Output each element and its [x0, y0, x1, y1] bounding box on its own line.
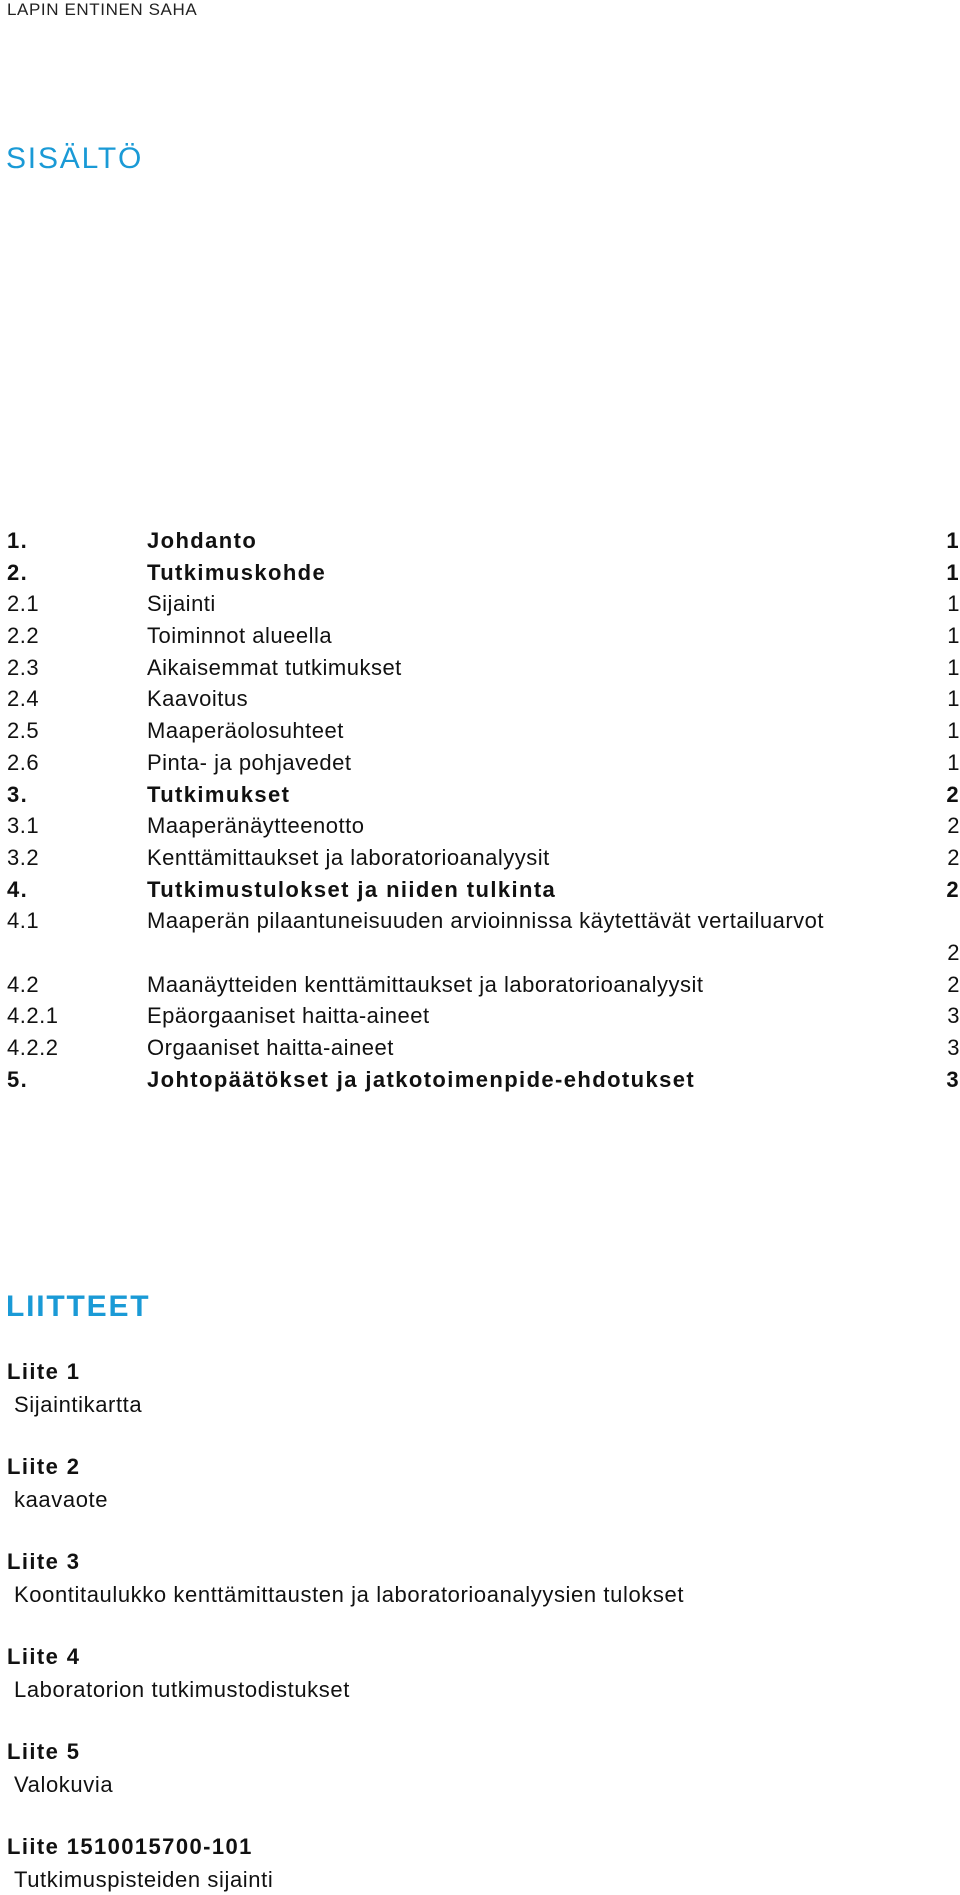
toc-entry-title: Maaperäolosuhteet: [147, 718, 344, 744]
toc-entry-title: Maaperänäytteenotto: [147, 813, 365, 839]
attachment-label: Liite 5: [7, 1739, 81, 1764]
toc-page-number: 2: [947, 813, 960, 839]
toc-number: 3.: [7, 781, 29, 807]
toc-entry-title: Kenttämittaukset ja laboratorioanalyysit: [147, 844, 550, 870]
toc-page-number: 1: [947, 591, 960, 617]
toc-page-number: 2: [947, 844, 960, 870]
toc-row[interactable]: [7, 842, 960, 874]
attachment-item[interactable]: [7, 1832, 947, 1895]
attachment-description: Koontitaulukko kenttämittausten ja laboratorioanalyysien tulokset: [14, 1582, 685, 1607]
toc-page-number: 1: [946, 559, 960, 585]
toc-number: 2.3: [7, 654, 40, 680]
toc-title: SISÄLTÖ: [6, 142, 144, 175]
toc-number: 4.: [7, 876, 29, 902]
toc-entry-title: Kaavoitus: [147, 686, 249, 712]
toc-entry-title: Sijainti: [147, 591, 216, 617]
attachment-description: Sijaintikartta: [14, 1392, 143, 1417]
attachment-label: Liite 2: [7, 1454, 81, 1479]
attachment-description: kaavaote: [14, 1487, 109, 1512]
document-header: LAPIN ENTINEN SAHA: [7, 0, 198, 19]
toc-row[interactable]: [7, 969, 960, 1001]
toc-number: 5.: [7, 1066, 29, 1092]
toc-page-number: 1: [946, 528, 960, 553]
attachment-item[interactable]: [7, 1642, 947, 1705]
toc-entry-title: Tutkimukset: [147, 781, 291, 807]
toc-entry-title: Toiminnot alueella: [147, 623, 333, 649]
toc-number: 4.1: [7, 908, 40, 934]
toc-row[interactable]: [7, 525, 960, 557]
attachment-description: Tutkimuspisteiden sijainti: [14, 1867, 274, 1892]
toc-page-number: 3: [947, 1003, 960, 1029]
attachment-item[interactable]: [7, 1547, 947, 1610]
attachment-label: Liite 4: [7, 1644, 81, 1669]
toc-entry-title: Epäorgaaniset haitta-aineet: [147, 1003, 430, 1029]
toc-row[interactable]: [7, 683, 960, 715]
toc-number: 2.5: [7, 718, 40, 744]
toc-page-number: 1: [947, 623, 960, 649]
toc-row[interactable]: [7, 905, 960, 968]
toc-number: 2.: [7, 559, 29, 585]
toc-number: 4.2.1: [7, 1003, 59, 1029]
toc-row[interactable]: [7, 810, 960, 842]
attachment-label: Liite 1510015700-101: [7, 1834, 253, 1859]
toc-page-number: 3: [946, 1066, 960, 1092]
toc-page-number: 2: [947, 971, 960, 997]
toc-entry-title: Johdanto: [147, 528, 258, 553]
toc-row[interactable]: [7, 747, 960, 779]
toc-row[interactable]: [7, 1000, 960, 1032]
toc-row[interactable]: [7, 779, 960, 811]
toc-page-number: 1: [947, 749, 960, 775]
attachment-description: Valokuvia: [14, 1772, 114, 1797]
attachment-label: Liite 3: [7, 1549, 81, 1574]
attachment-item[interactable]: [7, 1357, 947, 1420]
toc-entry-title: Tutkimustulokset ja niiden tulkinta: [147, 876, 557, 902]
toc-entry-title: Aikaisemmat tutkimukset: [147, 654, 402, 680]
toc-row[interactable]: [7, 557, 960, 589]
toc-row[interactable]: [7, 620, 960, 652]
toc-number: 3.2: [7, 844, 40, 870]
toc-page-number: 3: [947, 1035, 960, 1061]
toc-row[interactable]: [7, 1064, 960, 1096]
toc-row[interactable]: [7, 652, 960, 684]
toc-page-number: 1: [947, 654, 960, 680]
toc-row[interactable]: [7, 874, 960, 906]
attachments-title: LIITTEET: [6, 1290, 151, 1323]
toc-page-number: 2: [946, 876, 960, 902]
toc-row[interactable]: [7, 1032, 960, 1064]
toc-entry-title: Tutkimuskohde: [147, 559, 327, 585]
toc-page-number: 2: [947, 939, 960, 965]
toc-number: 2.2: [7, 623, 40, 649]
toc-number: 2.4: [7, 686, 40, 712]
toc-number: 2.6: [7, 749, 40, 775]
attachment-item[interactable]: [7, 1737, 947, 1800]
toc-number: 3.1: [7, 813, 40, 839]
toc-entry-title: Maanäytteiden kenttämittaukset ja laboratorioanalyysit: [147, 971, 704, 997]
toc-number: 4.2: [7, 971, 40, 997]
toc-page-number: 2: [946, 781, 960, 807]
toc-page-number: 1: [947, 686, 960, 712]
toc-number: 1.: [7, 528, 29, 553]
toc-entry-title: Maaperän pilaantuneisuuden arvioinnissa käytettävät vertailuarvot: [147, 908, 824, 934]
toc-number: 4.2.2: [7, 1035, 59, 1061]
attachment-item[interactable]: [7, 1452, 947, 1515]
attachment-description: Laboratorion tutkimustodistukset: [14, 1677, 350, 1702]
toc-entry-title: Johtopäätökset ja jatkotoimenpide-ehdotukset: [147, 1066, 696, 1092]
toc-page-number: 1: [947, 718, 960, 744]
toc-row[interactable]: [7, 715, 960, 747]
toc-number: 2.1: [7, 591, 40, 617]
attachment-label: Liite 1: [7, 1359, 81, 1384]
table-of-contents: [7, 525, 960, 1095]
toc-entry-title: Pinta- ja pohjavedet: [147, 749, 352, 775]
toc-entry-title: Orgaaniset haitta-aineet: [147, 1035, 394, 1061]
toc-row[interactable]: [7, 588, 960, 620]
